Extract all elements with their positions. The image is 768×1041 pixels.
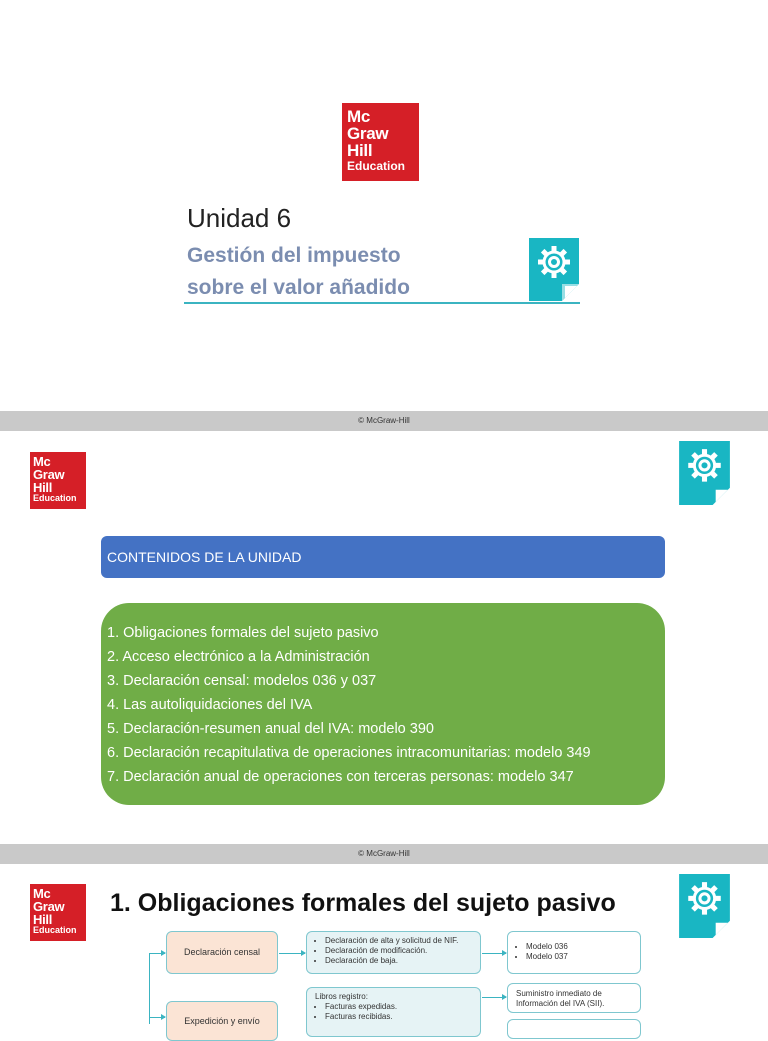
list-item: 5. Declaración-resumen anual del IVA: modelo 390: [107, 721, 434, 737]
list-item: 1. Obligaciones formales del sujeto pasivo: [107, 625, 379, 641]
slide-footer: © McGraw-Hill: [0, 844, 768, 864]
list-item: 6. Declaración recapitulativa de operaciones intracomunitarias: modelo 349: [107, 745, 591, 761]
connector-arrow: [279, 953, 305, 954]
mcgraw-hill-logo: Mc Graw Hill Education: [30, 452, 86, 509]
slide-footer: © McGraw-Hill: [0, 411, 768, 431]
list-item: 7. Declaración anual de operaciones con terceras personas: modelo 347: [107, 769, 574, 785]
gear-document-icon: [529, 238, 579, 301]
gear-document-icon: [679, 874, 730, 938]
connector-arrow: [149, 1017, 165, 1018]
box-sii: Suministro inmediato de Información del IVA (SII).: [507, 983, 641, 1013]
slide-title-text: 1. Obligaciones formales del sujeto pasivo: [110, 889, 616, 917]
slide-title: [0, 0, 768, 410]
connector-arrow: [482, 953, 506, 954]
box-declaracion-censal: Declaración censal: [166, 931, 278, 974]
gear-document-icon: [679, 441, 730, 505]
unit-subtitle: Gestión del impuesto sobre el valor añadido: [187, 244, 410, 299]
box-censal-items: • Declaración de alta y solicitud de NIF. • Declaración de modificación. • Declaración de baja.: [306, 931, 481, 974]
contents-header-bar: CONTENIDOS DE LA UNIDAD: [101, 536, 665, 578]
connector-arrow: [482, 997, 506, 998]
title-underline: [184, 302, 580, 304]
mcgraw-hill-logo: Mc Graw Hill Education: [30, 884, 86, 941]
connector-arrow: [149, 953, 165, 954]
box-diagram-partial: [507, 1019, 641, 1039]
connector-line: [149, 953, 150, 1024]
box-expedicion-envio: Expedición y envío: [166, 1001, 278, 1041]
list-item: 2. Acceso electrónico a la Administración: [107, 649, 370, 665]
unit-title: Unidad 6: [187, 203, 292, 233]
list-item: 4. Las autoliquidaciones del IVA: [107, 697, 313, 713]
box-libros-registro: Libros registro: • Facturas expedidas. • Facturas recibidas.: [306, 987, 481, 1037]
mcgraw-hill-logo: Mc Graw Hill Education: [342, 103, 419, 181]
contents-list: [101, 603, 665, 805]
box-modelos: • Modelo 036 • Modelo 037: [507, 931, 641, 974]
list-item: 3. Declaración censal: modelos 036 y 037: [107, 673, 377, 689]
